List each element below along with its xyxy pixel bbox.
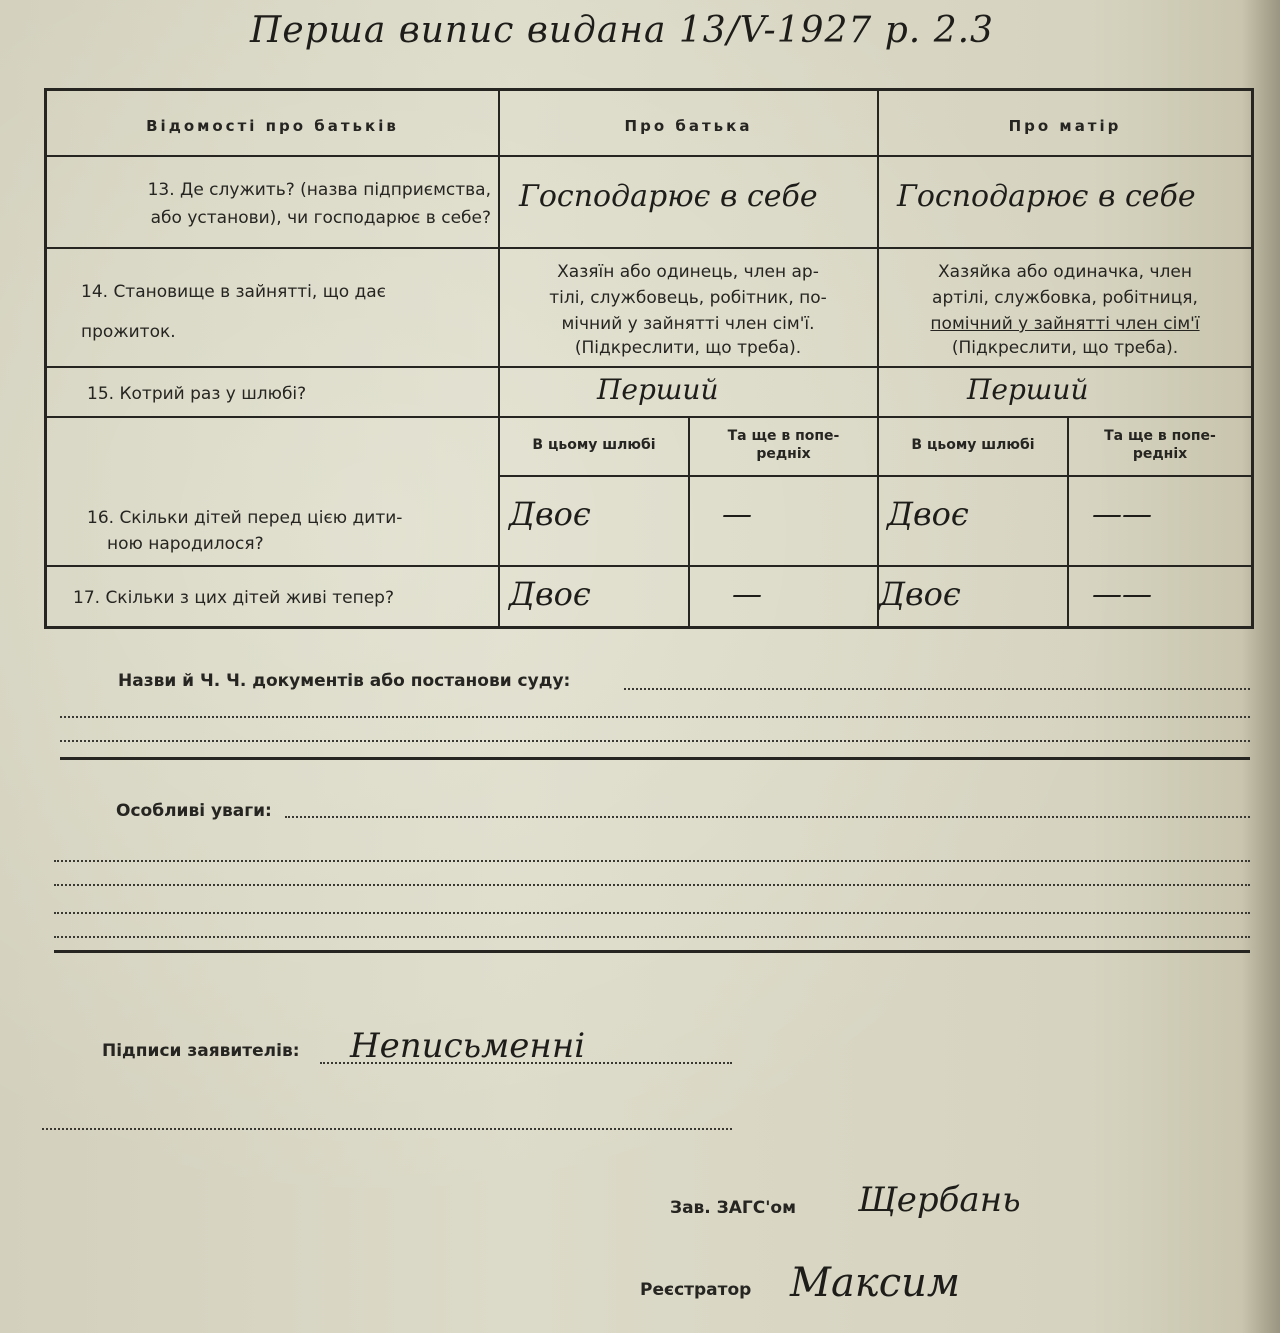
- row17-father-this: Двоє: [509, 575, 591, 613]
- row15-question: 15. Котрий раз у шлюбі?: [87, 384, 307, 404]
- parents-info-table: [44, 88, 1254, 629]
- head-label: Зав. ЗАГС'ом: [670, 1198, 797, 1218]
- row16-mother-this: Двоє: [887, 495, 969, 533]
- row14-question-line1: 14. Становище в зайнятті, що дає: [81, 282, 387, 302]
- row17-father-previous: —: [732, 577, 762, 612]
- signatures-value: Неписьменні: [350, 1026, 586, 1066]
- row14-mother-line1: Хазяйка або одиначка, член: [938, 262, 1192, 282]
- row14-father-line2: тілі, службовець, робітник, по-: [549, 288, 827, 308]
- documents-fill-line: [624, 688, 1250, 690]
- row13-father-answer: Господарює в себе: [519, 179, 818, 214]
- header-parents: Відомості про батьків: [146, 117, 399, 135]
- row17-question: 17. Скільки з цих дітей живі тепер?: [73, 588, 394, 608]
- row14-father-line3: мічний у зайнятті член сім'ї.: [561, 314, 815, 334]
- row16-question-line1: 16. Скільки дітей перед цією дити-: [87, 508, 403, 528]
- row13-mother-answer: Господарює в себе: [897, 179, 1196, 214]
- registrar-signature: Максим: [790, 1260, 961, 1306]
- signatures-fill-line: [320, 1062, 732, 1064]
- row15-father-answer: Перший: [597, 373, 719, 406]
- notes-fill-line: [54, 912, 1250, 914]
- table-divider: [498, 91, 500, 626]
- row16-father-this: Двоє: [509, 495, 591, 533]
- subheader-mother-this-marriage: В цьому шлюбі: [911, 437, 1035, 453]
- subheader-mother-previous-line1: Та ще в попе-: [1104, 428, 1216, 444]
- documents-label: Назви й Ч. Ч. документів або постанови суду:: [118, 671, 571, 691]
- registrar-label: Реєстратор: [640, 1280, 752, 1300]
- header-father: Про батька: [624, 117, 753, 135]
- subheader-mother-previous-line2: редніх: [1132, 446, 1188, 462]
- table-divider: [47, 247, 1251, 249]
- notes-fill-line: [54, 860, 1250, 862]
- section-rule: [54, 950, 1250, 953]
- row17-mother-this: Двоє: [879, 575, 961, 613]
- row14-father-line1: Хазяїн або одинець, член ар-: [557, 262, 819, 282]
- table-divider: [498, 475, 1251, 477]
- signatures-fill-line: [42, 1128, 732, 1130]
- header-handwritten-note: Перша випис видана 13/V-1927 р. 2.3: [250, 10, 994, 51]
- section-rule: [60, 757, 1250, 760]
- row17-mother-previous: ——: [1092, 577, 1152, 612]
- documents-fill-line: [60, 740, 1250, 742]
- row13-question-line2: або установи), чи господарює в себе?: [150, 208, 491, 228]
- documents-fill-line: [60, 716, 1250, 718]
- notes-fill-line: [285, 816, 1250, 818]
- row14-mother-line2: артілі, службовка, робітниця,: [932, 288, 1198, 308]
- head-signature: Щербань: [858, 1180, 1021, 1220]
- row16-father-previous: —: [722, 497, 752, 532]
- row14-father-line4: (Підкреслити, що треба).: [574, 338, 802, 358]
- row16-question-line2: ною народилося?: [107, 534, 264, 554]
- notes-label: Особливі уваги:: [116, 801, 272, 821]
- row16-mother-previous: ——: [1092, 497, 1152, 532]
- row13-question-line1: 13. Де служить? (назва підприємства,: [147, 180, 491, 200]
- table-divider: [47, 565, 1251, 567]
- header-mother: Про матір: [1008, 117, 1122, 135]
- table-divider: [47, 366, 1251, 368]
- subheader-father-previous-line2: редніх: [756, 446, 811, 462]
- table-divider: [877, 91, 879, 626]
- row14-question-line2: прожиток.: [81, 322, 176, 342]
- row15-mother-answer: Перший: [967, 373, 1089, 406]
- signatures-label: Підписи заявителів:: [102, 1041, 300, 1061]
- table-divider: [47, 416, 1251, 418]
- notes-fill-line: [54, 936, 1250, 938]
- subheader-father-previous-line1: Та ще в попе-: [727, 428, 840, 444]
- row14-mother-line4: (Підкреслити, що треба).: [951, 338, 1179, 358]
- notes-fill-line: [54, 884, 1250, 886]
- row14-mother-line3: помічний у зайнятті член сім'ї: [930, 314, 1200, 334]
- subheader-father-this-marriage: В цьому шлюбі: [532, 437, 656, 453]
- table-divider: [47, 155, 1251, 157]
